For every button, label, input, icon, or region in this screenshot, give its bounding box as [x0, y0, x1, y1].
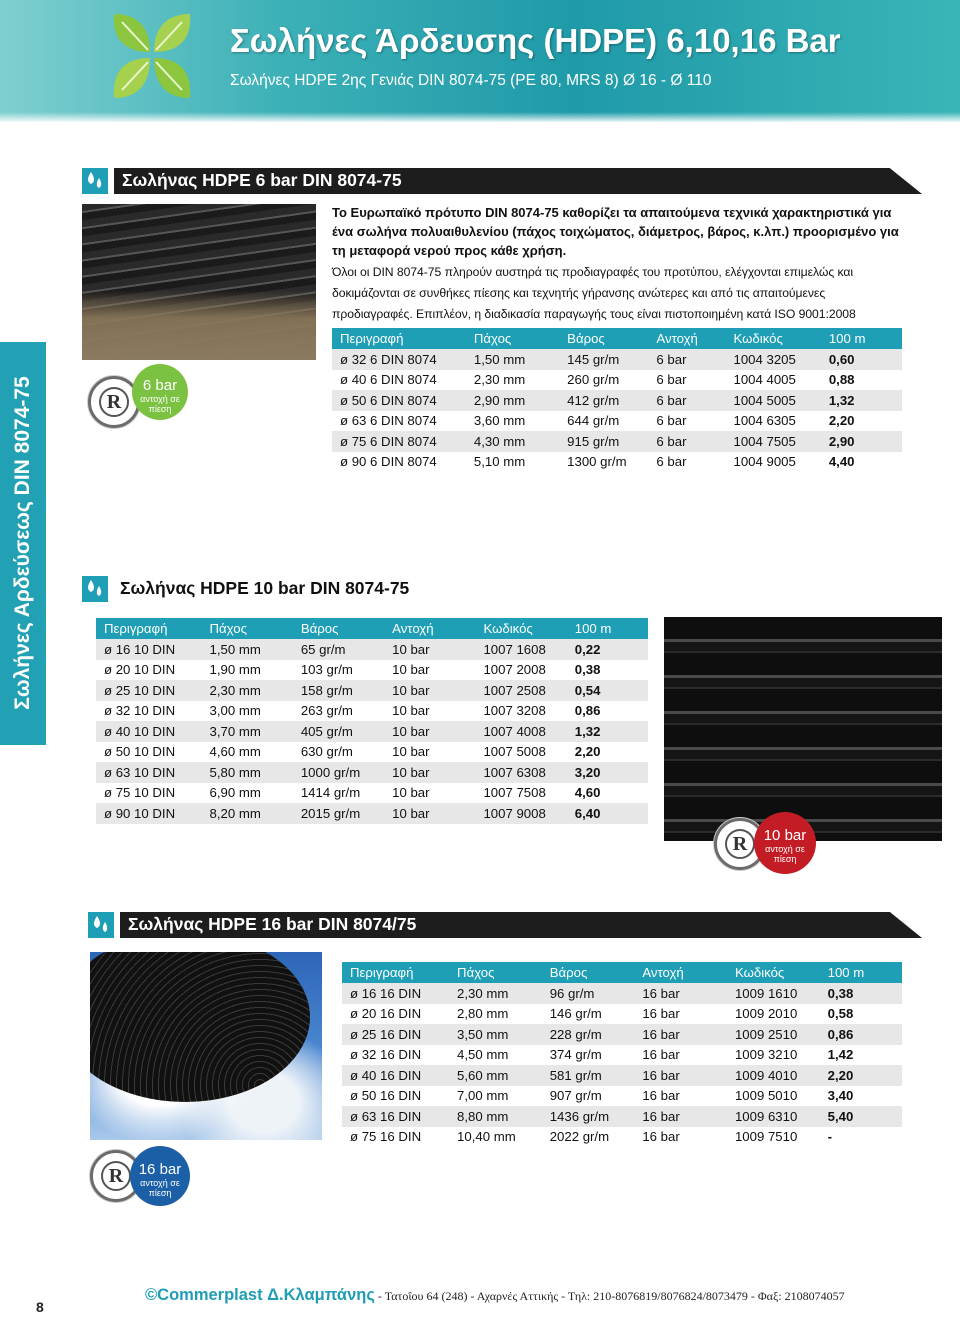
table-cell: 1007 1608: [475, 639, 566, 660]
side-tab: [0, 342, 46, 745]
table-cell: 412 gr/m: [559, 390, 648, 411]
price-cell: 0,38: [820, 983, 902, 1004]
table-cell: 1004 3205: [726, 349, 821, 370]
table-cell: 158 gr/m: [293, 680, 384, 701]
table-row: [96, 803, 648, 824]
column-header: Κωδικός: [726, 328, 821, 349]
table-row: [332, 349, 902, 370]
table-cell: 3,50 mm: [449, 1024, 542, 1045]
table-cell: ø 63 10 DIN: [96, 762, 202, 783]
table-header-row: [342, 962, 902, 983]
table-cell: 103 gr/m: [300, 662, 353, 678]
table-cell: 1009 2010: [734, 1006, 798, 1022]
table-cell: 1009 2510: [727, 1024, 820, 1045]
table-row: [96, 660, 648, 681]
price-cell: 2,90: [821, 431, 902, 452]
table-cell: 16 bar: [642, 1047, 680, 1063]
table-cell: 263 gr/m: [300, 703, 353, 719]
table-16bar: [342, 962, 902, 1147]
table-cell: 1007 4008: [475, 721, 566, 742]
column-header: Αντοχή: [384, 618, 475, 639]
table-cell: 10 bar: [392, 744, 430, 760]
table-row: [332, 390, 902, 411]
price-cell: 1,32: [821, 390, 902, 411]
table-cell: 1,90 mm: [209, 662, 261, 678]
table-cell: 10 bar: [384, 803, 475, 824]
pipe-coil: [90, 952, 310, 1102]
price-cell: -: [827, 1129, 833, 1145]
table-cell: 16 bar: [634, 983, 727, 1004]
table-row: [342, 1065, 902, 1086]
table-cell: ø 20 10 DIN: [104, 662, 176, 678]
table-cell: 1004 7505: [726, 431, 821, 452]
table-header-row: [96, 618, 648, 639]
table-cell: 1004 6305: [733, 413, 796, 429]
footer: [145, 1286, 845, 1305]
table-row: [96, 783, 648, 804]
table-cell: 2,30 mm: [473, 372, 526, 388]
table-cell: 1007 2008: [483, 662, 546, 678]
column-header: Βάρος: [559, 328, 648, 349]
table-cell: 581 gr/m: [542, 1065, 635, 1086]
column-header: Περιγραφή: [342, 962, 449, 983]
price-cell: 2,20: [828, 413, 855, 429]
column-header: Πάχος: [449, 962, 542, 983]
table-cell: 10,40 mm: [457, 1129, 516, 1145]
table-cell: 1007 3208: [483, 703, 546, 719]
table-row: [332, 370, 902, 391]
table-cell: 10 bar: [392, 785, 430, 801]
table-cell: 1007 6308: [475, 762, 566, 783]
table-row: [96, 721, 648, 742]
section-bar-6bar: [82, 168, 922, 194]
table-cell: 2,30 mm: [202, 680, 293, 701]
price-cell: 6,40: [567, 803, 648, 824]
table-cell: 1,50 mm: [466, 349, 559, 370]
page-number: 8: [36, 1299, 44, 1315]
price-cell: 2,20: [820, 1065, 902, 1086]
price-cell: 5,40: [820, 1106, 902, 1127]
table-cell: 16 bar: [642, 1006, 680, 1022]
certification-mark: R: [99, 387, 129, 417]
column-header: Πάχος: [202, 618, 293, 639]
table-cell: 8,20 mm: [202, 803, 293, 824]
table-cell: 3,60 mm: [473, 413, 526, 429]
table-cell: 2,80 mm: [457, 1006, 509, 1022]
table-10bar: [96, 618, 648, 824]
table-cell: 6 bar: [656, 413, 687, 429]
table-6bar: [332, 328, 902, 472]
table-cell: ø 50 16 DIN: [350, 1088, 422, 1104]
leaf-logo-icon: [104, 8, 200, 104]
table-row: [342, 1024, 902, 1045]
table-cell: ø 90 10 DIN: [96, 803, 202, 824]
price-cell: 2,20: [574, 744, 601, 760]
price-cell: 4,40: [828, 454, 855, 470]
table-cell: 10 bar: [392, 703, 430, 719]
intro-text: [332, 203, 902, 325]
water-drop-icon: [82, 576, 108, 602]
table-cell: 2,90 mm: [466, 390, 559, 411]
table-cell: 16 bar: [634, 1024, 727, 1045]
table-cell: ø 16 10 DIN: [96, 639, 202, 660]
section-title: Σωλήνας HDPE 6 bar DIN 8074-75: [122, 170, 402, 190]
table-cell: 1414 gr/m: [300, 785, 361, 801]
column-header: 100 m: [820, 962, 902, 983]
price-cell: 0,86: [820, 1024, 902, 1045]
price-cell: 0,60: [821, 349, 902, 370]
table-cell: 6,90 mm: [209, 785, 261, 801]
table-cell: 630 gr/m: [300, 744, 353, 760]
table-cell: 10 bar: [384, 639, 475, 660]
table-cell: ø 75 10 DIN: [104, 785, 176, 801]
table-cell: 10 bar: [384, 721, 475, 742]
page-subtitle: Σωλήνες HDPE 2ης Γενιάς DIN 8074-75 (PE 80, MRS 8) Ø 16 - Ø 110: [230, 72, 712, 89]
price-cell: 1,32: [567, 721, 648, 742]
table-cell: 1009 3210: [734, 1047, 798, 1063]
table-cell: ø 50 10 DIN: [104, 744, 176, 760]
table-cell: ø 32 6 DIN 8074: [332, 349, 466, 370]
table-cell: 6 bar: [656, 454, 687, 470]
price-cell: 0,22: [567, 639, 648, 660]
table-cell: 6 bar: [648, 390, 725, 411]
pressure-badge-10bar: [754, 812, 816, 874]
table-row: [342, 1086, 902, 1107]
table-cell: 16 bar: [642, 1129, 680, 1145]
table-cell: ø 32 16 DIN: [350, 1047, 422, 1063]
table-cell: 10 bar: [384, 680, 475, 701]
table-cell: 16 bar: [634, 1106, 727, 1127]
table-cell: 1009 5010: [734, 1088, 798, 1104]
table-cell: ø 75 6 DIN 8074: [332, 431, 466, 452]
side-tab-label: Σωλήνες Αρδεύσεως DIN 8074-75: [11, 376, 34, 710]
table-cell: ø 63 16 DIN: [342, 1106, 449, 1127]
table-cell: 4,30 mm: [466, 431, 559, 452]
section-bar-10bar: [82, 576, 444, 602]
table-cell: 96 gr/m: [542, 983, 635, 1004]
table-row: [96, 680, 648, 701]
section-bar-16bar: [88, 912, 922, 938]
table-cell: 5,80 mm: [202, 762, 293, 783]
column-header: 100 m: [821, 328, 902, 349]
table-cell: 16 bar: [634, 1065, 727, 1086]
table-cell: 1,50 mm: [202, 639, 293, 660]
page-title: Σωλήνες Άρδευσης (HDPE) 6,10,16 Bar: [230, 22, 841, 59]
table-cell: ø 63 6 DIN 8074: [340, 413, 437, 429]
table-cell: ø 16 16 DIN: [342, 983, 449, 1004]
table-cell: ø 75 16 DIN: [350, 1129, 422, 1145]
table-cell: 915 gr/m: [559, 431, 648, 452]
table-cell: ø 50 6 DIN 8074: [332, 390, 466, 411]
column-header: Κωδικός: [727, 962, 820, 983]
column-header: Περιγραφή: [96, 618, 202, 639]
table-cell: 1007 7508: [483, 785, 546, 801]
table-cell: 5,60 mm: [449, 1065, 542, 1086]
table-cell: 2015 gr/m: [293, 803, 384, 824]
table-cell: 145 gr/m: [559, 349, 648, 370]
table-cell: ø 20 16 DIN: [350, 1006, 422, 1022]
table-cell: 2,30 mm: [449, 983, 542, 1004]
table-cell: ø 25 16 DIN: [342, 1024, 449, 1045]
table-cell: 405 gr/m: [293, 721, 384, 742]
table-cell: 2022 gr/m: [549, 1129, 610, 1145]
table-row: [96, 742, 648, 763]
table-cell: ø 32 10 DIN: [104, 703, 176, 719]
table-cell: 1009 1610: [727, 983, 820, 1004]
table-cell: ø 25 10 DIN: [96, 680, 202, 701]
price-cell: 1,42: [827, 1047, 854, 1063]
table-row: [342, 1106, 902, 1127]
table-cell: 1000 gr/m: [293, 762, 384, 783]
price-cell: 3,40: [827, 1088, 854, 1104]
water-drop-icon: [82, 168, 108, 194]
certification-mark: R: [101, 1161, 131, 1191]
pipes-photo: [82, 204, 316, 360]
table-cell: 7,00 mm: [457, 1088, 509, 1104]
table-row: [96, 762, 648, 783]
table-cell: 4,50 mm: [457, 1047, 509, 1063]
table-cell: ø 40 16 DIN: [342, 1065, 449, 1086]
table-cell: 1004 4005: [733, 372, 796, 388]
coil-sky-photo: [90, 952, 322, 1140]
price-cell: 0,54: [567, 680, 648, 701]
table-cell: 374 gr/m: [549, 1047, 602, 1063]
price-cell: 0,38: [574, 662, 601, 678]
table-cell: 644 gr/m: [567, 413, 620, 429]
pressure-badge-16bar: [130, 1146, 190, 1206]
table-cell: 16 bar: [642, 1088, 680, 1104]
column-header: 100 m: [567, 618, 648, 639]
price-cell: 0,86: [574, 703, 601, 719]
black-pipes-photo: [664, 617, 942, 841]
table-cell: 146 gr/m: [549, 1006, 602, 1022]
intro-lead: Το Ευρωπαϊκό πρότυπο DIN 8074-75 καθορίζει τα απαιτούμενα τεχνικά χαρακτηριστικά για ένα σωλήνα πολυαιθυλενίου (πάχος τοιχώματος, διάμετρος, βάρος, κ.λπ.) προορισμένο για τη μεταφορά νερού προς κάθε χρήση.: [332, 205, 899, 258]
column-header: Περιγραφή: [332, 328, 466, 349]
column-header: Κωδικός: [475, 618, 566, 639]
table-cell: 10 bar: [392, 662, 430, 678]
table-row: [96, 701, 648, 722]
footer-brand: ©Commerplast Δ.Κλαμπάνης: [145, 1286, 375, 1304]
table-cell: ø 90 6 DIN 8074: [340, 454, 437, 470]
price-cell: 0,58: [827, 1006, 854, 1022]
table-cell: 1009 7510: [734, 1129, 798, 1145]
table-row: [342, 1127, 902, 1148]
table-header-row: [332, 328, 902, 349]
table-cell: 1007 5008: [483, 744, 546, 760]
intro-body: Όλοι οι DIN 8074-75 πληρούν αυστηρά τις προδιαγραφές του προτύπου, ελέγχονται επιμελώς και δοκιμάζονται σε συνθήκες πίεσης και τεχνητής γήρανσης ανώτερες και από τις απαιτούμενες προδιαγραφές. Επιπλέον, η διαδικασία παραγωγής τους είναι πιστοποιημένη κατά ISO 9001:2008: [332, 265, 856, 321]
table-cell: 5,10 mm: [473, 454, 526, 470]
table-cell: 1009 4010: [727, 1065, 820, 1086]
pressure-value: 10 bar: [763, 827, 807, 844]
table-cell: 1009 6310: [727, 1106, 820, 1127]
table-cell: 3,70 mm: [202, 721, 293, 742]
table-row: [332, 431, 902, 452]
table-cell: 3,00 mm: [209, 703, 261, 719]
table-cell: 1007 9008: [475, 803, 566, 824]
table-row: [96, 639, 648, 660]
table-cell: 260 gr/m: [567, 372, 620, 388]
column-header: Βάρος: [293, 618, 384, 639]
page-header: [0, 0, 960, 122]
table-cell: 4,60 mm: [209, 744, 261, 760]
pressure-badge-6bar: [132, 364, 188, 420]
table-cell: 1004 5005: [726, 390, 821, 411]
table-cell: 1436 gr/m: [542, 1106, 635, 1127]
table-row: [332, 411, 902, 432]
water-drop-icon: [88, 912, 114, 938]
table-cell: ø 40 10 DIN: [96, 721, 202, 742]
table-cell: 1004 9005: [733, 454, 796, 470]
footer-contact: - Τατοΐου 64 (248) - Αχαρνές Αττικής - Τηλ: 210-8076819/8076824/8073479 - Φαξ: 2108074057: [374, 1289, 845, 1303]
table-cell: 8,80 mm: [449, 1106, 542, 1127]
section-title: Σωλήνας HDPE 16 bar DIN 8074/75: [128, 914, 417, 934]
pressure-caption: αντοχή σε πίεση: [765, 844, 805, 864]
table-cell: 6 bar: [656, 372, 687, 388]
section-title: Σωλήνας HDPE 10 bar DIN 8074-75: [120, 578, 410, 598]
column-header: Αντοχή: [634, 962, 727, 983]
table-row: [332, 452, 902, 473]
table-cell: 228 gr/m: [542, 1024, 635, 1045]
table-row: [342, 983, 902, 1004]
table-row: [342, 1004, 902, 1025]
table-cell: 10 bar: [384, 762, 475, 783]
price-cell: 4,60: [574, 785, 601, 801]
pressure-caption: αντοχή σε πίεση: [140, 394, 180, 414]
pressure-caption: αντοχή σε πίεση: [140, 1178, 180, 1198]
column-header: Βάρος: [542, 962, 635, 983]
table-cell: 1007 2508: [475, 680, 566, 701]
pressure-value: 16 bar: [138, 1161, 182, 1178]
table-row: [342, 1045, 902, 1066]
table-cell: 6 bar: [648, 349, 725, 370]
table-cell: 65 gr/m: [293, 639, 384, 660]
column-header: Πάχος: [466, 328, 559, 349]
column-header: Αντοχή: [648, 328, 725, 349]
price-cell: 3,20: [567, 762, 648, 783]
pressure-value: 6 bar: [142, 377, 178, 394]
table-cell: 6 bar: [648, 431, 725, 452]
table-cell: ø 40 6 DIN 8074: [340, 372, 437, 388]
table-cell: 1300 gr/m: [567, 454, 627, 470]
certification-mark: R: [725, 829, 755, 859]
price-cell: 0,88: [828, 372, 855, 388]
table-cell: 907 gr/m: [549, 1088, 602, 1104]
